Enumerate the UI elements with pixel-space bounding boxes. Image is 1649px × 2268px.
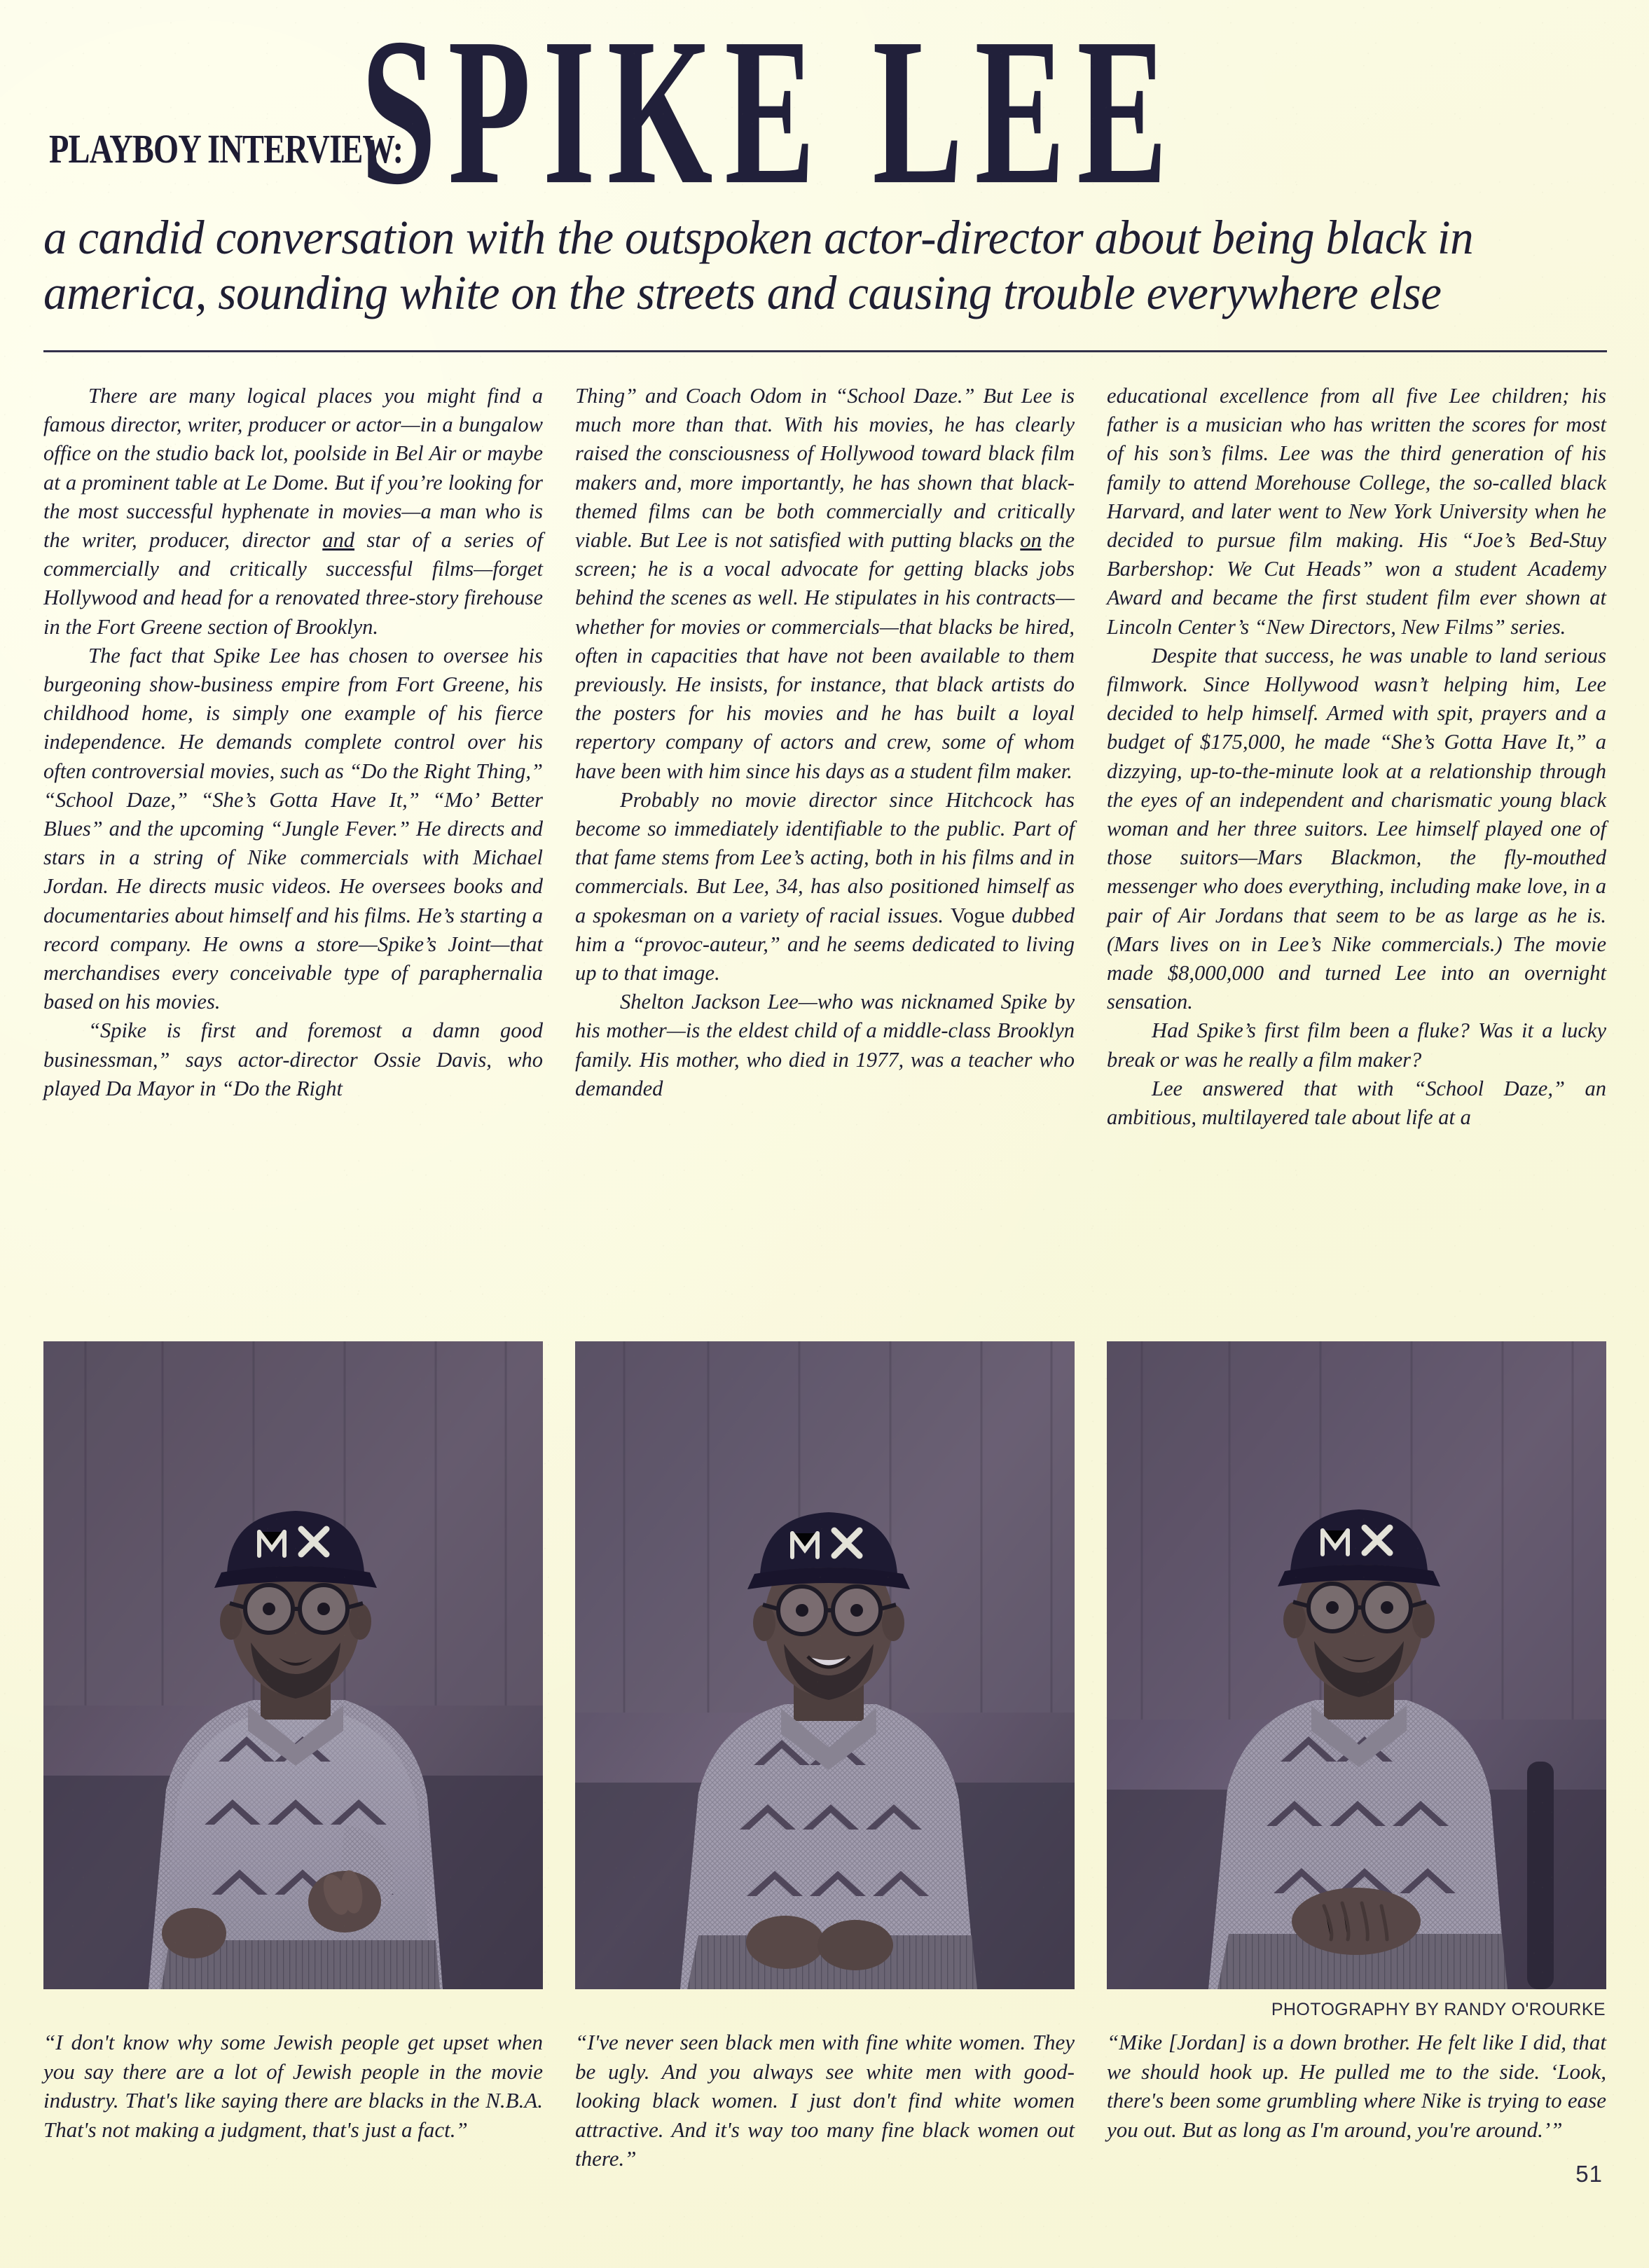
column-3	[1107, 382, 1606, 1132]
magazine-name-vogue: Vogue	[950, 903, 1005, 927]
page-title: SPIKE LEE	[361, 0, 1180, 229]
page-number: 51	[1575, 2161, 1603, 2187]
header-rule	[43, 350, 1607, 352]
column-2	[575, 382, 1075, 1132]
photo-1	[43, 1341, 543, 1989]
masthead	[42, 0, 1611, 229]
photo-3	[1107, 1341, 1606, 1989]
caption-3: “Mike [Jordan] is a down brother. He felt like I did, that we should hook up. He pulled me to the side. ‘Look, there's been some grumbling where Nike is trying to ease you out. But as long as I'm around, you're around.’”	[1107, 2030, 1606, 2142]
paragraph: Had Spike’s first film been a fluke? Was it a lucky break or was he really a film maker?	[1107, 1018, 1606, 1072]
paragraph: Probably no movie director since Hitchcock has become so immediately identifiable to the public. Part of that fame stems from Lee’s acting, both in his films and in commercials. But Lee, 34, has also positioned himself as a spokesman on a variety of racial issues. Vogue dubbed him a “provoc-auteur,” and he seems dedicated to living up to that image.	[575, 787, 1075, 986]
photo-strip	[43, 1341, 1607, 1989]
kicker-playboy-interview: PLAYBOY INTERVIEW:	[49, 126, 403, 172]
photo-2-image	[575, 1341, 1075, 1989]
caption-2: “I've never seen black men with fine white women. They be ugly. And you always see white men with good-looking black women. I just don't find white women attractive. And it's way too many fine black women out there.”	[575, 2030, 1075, 2171]
paragraph: Lee answered that with “School Daze,” an ambitious, multilayered tale about life at a	[1107, 1076, 1606, 1130]
deck-line-1: a candid conversation with the outspoken actor-director about being black in	[43, 211, 1474, 264]
paragraph: Thing” and Coach Odom in “School Daze.” But Lee is much more than that. With his movies, he has clearly raised the consciousness of Hollywood toward black film makers and, more importantly, he has shown that black-themed films can be both commercially and critically viable. But Lee is not satisfied with putting blacks on the screen; he is a vocal advocate for getting blacks jobs behind the scenes as well. He stipulates in his contracts—whether for movies or commercials—that blacks be hired, often in capacities that have not been available to them previously. He insists, for instance, that black artists do the posters for his movies and he has built a loyal repertory company of actors and crew, some of whom have been with him since his days as a student film maker.	[575, 384, 1075, 783]
paragraph: educational excellence from all five Lee children; his father is a musician who has written the scores for most of his son’s films. Lee was the third generation of his family to attend Morehouse College, the so-called black Harvard, and later went to New York University when he decided to pursue film making. His “Joe’s Bed-Stuy Barbershop: We Cut Heads” won a student Academy Award and became the first student film ever shown at Lincoln Center’s “New Directors, New Films” series.	[1107, 384, 1606, 639]
deck-line-2: america, sounding white on the streets and causing trouble everywhere else	[43, 265, 1442, 319]
photo-3-image	[1107, 1341, 1606, 1989]
deck	[43, 210, 1560, 320]
caption-1: “I don't know why some Jewish people get upset when you say there are a lot of Jewish people in the movie industry. That's like saying there are blacks in the N.B.A. That's not making a judgment, that's just a fact.”	[43, 2030, 543, 2142]
paragraph: Shelton Jackson Lee—who was nicknamed Spike by his mother—is the eldest child of a middle-class Brooklyn family. His mother, who died in 1977, was a teacher who demanded	[575, 990, 1075, 1100]
photo-2	[575, 1341, 1075, 1989]
paragraph: There are many logical places you might find a famous director, writer, producer or actor—in a bungalow office on the studio back lot, poolside in Bel Air or maybe at a prominent table at Le Dome. But if you’re looking for the most successful hyphenate in movies—a man who is the writer, producer, director and star of a series of commercially and critically successful films—forget Hollywood and head for a renovated three-story firehouse in the Fort Greene section of Brooklyn.	[43, 384, 543, 639]
article-columns	[43, 382, 1607, 1132]
column-1	[43, 382, 543, 1132]
photo-1-image	[43, 1341, 543, 1989]
photo-credit: PHOTOGRAPHY BY RANDY O'ROURKE	[1271, 2000, 1606, 2019]
paragraph: “Spike is first and foremost a damn good businessman,” says actor-director Ossie Davis, who played Da Mayor in “Do the Right	[43, 1018, 543, 1100]
paragraph: The fact that Spike Lee has chosen to oversee his burgeoning show-business empire from Fort Greene, his childhood home, is simply one example of his fierce independence. He demands complete control over his often controversial movies, such as “Do the Right Thing,” “School Daze,” “She’s Gotta Have It,” “Mo’ Better Blues” and the upcoming “Jungle Fever.” He directs and stars in a string of Nike commercials with Michael Jordan. He directs music videos. He oversees books and documentaries about himself and his films. He’s starting a record company. He owns a store—Spike’s Joint—that merchandises every conceivable type of paraphernalia based on his movies.	[43, 643, 543, 1014]
caption-row	[43, 2028, 1607, 2173]
paragraph: Despite that success, he was unable to land serious filmwork. Since Hollywood wasn’t helping him, Lee decided to help himself. Armed with spit, prayers and a budget of $175,000, he made “She’s Gotta Have It,” a dizzying, up-to-the-minute look at a relationship through the eyes of an independent and charismatic young black woman and her three suitors. Lee himself played one of those suitors—Mars Blackmon, the fly-mouthed messenger who does everything, including make love, in a pair of Air Jordans that seem to be as large as he is. (Mars lives on in Lee’s Nike commercials.) The movie made $8,000,000 and turned Lee into an overnight sensation.	[1107, 643, 1606, 1014]
